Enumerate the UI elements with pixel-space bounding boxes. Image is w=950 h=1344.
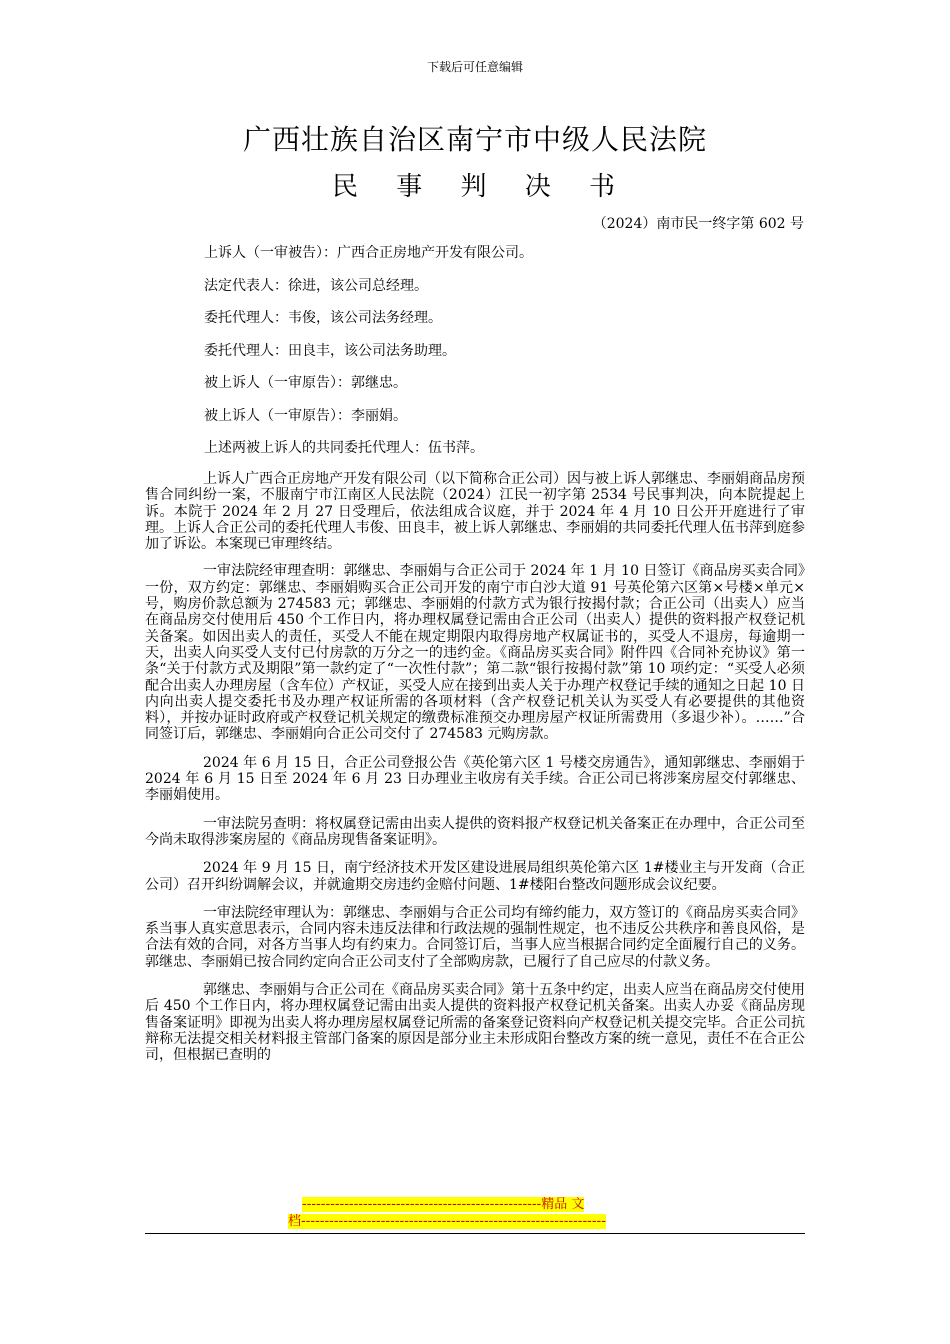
- party-legal-rep: 法定代表人：徐进，该公司总经理。: [204, 277, 428, 294]
- footer-mark-line-2: 档-----------------------------------------------------------------: [288, 1214, 606, 1229]
- case-number: （2024）南市民一终字第 602 号: [592, 216, 804, 232]
- download-note: 下载后可任意编辑: [426, 60, 523, 74]
- party-appellee-1: 被上诉人（一审原告）：郭继忠。: [204, 375, 407, 391]
- party-joint-agent: 上述两被上诉人的共同委托代理人：伍书萍。: [204, 440, 484, 456]
- party-agent-1: 委托代理人：韦俊，该公司法务经理。: [204, 310, 442, 326]
- court-name: 广西壮族自治区南宁市中级人民法院: [242, 123, 707, 156]
- judgment-body: [145, 471, 805, 1064]
- page-bottom-rule: [145, 1233, 805, 1234]
- document-type: 民 事 判 决 书: [331, 172, 631, 202]
- paragraph-first-instance-reasoning: 一审法院经审理认为：郭继忠、李丽娟与合正公司均有缔约能力，双方签订的《商品房买卖合同》系当事人真实意思表示，合同内容未违反法律和行政法规的强制性规定，也不违反公共秩序和善良风俗，是合法有效的合同，对各方当事人均有约束力。合同签订后，当事人应当根据合同约定全面履行自己的义务。郭继忠、李丽娟已按合同约定向合正公司支付了全部购房款，已履行了自己应尽的付款义务。: [145, 904, 805, 970]
- party-appellee-2: 被上诉人（一审原告）：李丽娟。: [204, 407, 407, 424]
- party-appellant: 上诉人（一审被告）：广西合正房地产开发有限公司。: [204, 245, 533, 261]
- paragraph-first-instance-facts: 一审法院经审理查明：郭继忠、李丽娟与合正公司于 2024 年 1 月 10 日签订《商品房买卖合同》一份，双方约定：郭继忠、李丽娟购买合正公司开发的南宁市白沙大道 91 号英伦第六区第×号楼×单元×号，购房价款总额为 274583 元；郭继忠、李丽娟的付款方式为银行按揭付款；合正公司（出卖人）应当在商品房交付使用后 450 个工作日内，将办理权属登记需由合正公司（出卖人）提供的资料报产权登记机关备案。如因出卖人的责任，买受人不能在规定期限内取得房地产权属证书的，买受人不退房，每逾期一天，出卖人向买受人支付已付房款的万分之一的违约金。《商品房买卖合同》附件四《合同补充协议》第一条“关于付款方式及期限”第一款约定了“一次性付款”；第二款“银行按揭付款”第 10 项约定：“买受人必须配合出卖人办理房屋（含车位）产权证，买受人应在接到出卖人关于办理产权登记手续的通知之日起 10 日内向出卖人提交委托书及办理产权证所需的各项材料（含产权登记机关认为买受人有必要提供的其他资料），并按办证时政府或产权登记机关规定的缴费标准预交办理房屋产权证所需费用（多退少补）。……”合同签订后，郭继忠、李丽娟向合正公司交付了 274583 元购房款。: [145, 563, 805, 743]
- party-agent-2: 委托代理人：田良丰，该公司法务助理。: [204, 342, 456, 359]
- paragraph-handover-notice: 2024 年 6 月 15 日，合正公司登报公告《英伦第六区 1 号楼交房通告》，通知郭继忠、李丽娟于 2024 年 6 月 15 日至 2024 年 6 月 23 日办理业主收房有关手续。合正公司已将涉案房屋交付郭继忠、李丽娟使用。: [145, 754, 805, 804]
- footer-mark-line-1: ---------------------------------------------------精品 文: [302, 1197, 585, 1212]
- paragraph-contract-clause: 郭继忠、李丽娟与合正公司在《商品房买卖合同》第十五条中约定，出卖人应当在商品房交付使用后 450 个工作日内，将办理权属登记需由出卖人提供的资料报产权登记机关备案。出卖人办妥《商品房现售备案证明》即视为出卖人将办理房屋权属登记所需的备案登记资料向产权登记机关提交完毕。合正公司抗辩称无法提交相关材料报主管部门备案的原因是部分业主未形成阳台整改方案的统一意见，责任不在合正公司，但根据已查明的: [145, 982, 805, 1064]
- paragraph-case-intro: 上诉人广西合正房地产开发有限公司（以下简称合正公司）因与被上诉人郭继忠、李丽娟商品房预售合同纠纷一案，不服南宁市江南区人民法院（2024）江民一初字第 2534 号民事判决，向本院提起上诉。本院于 2024 年 2 月 27 日受理后，依法组成合议庭，并于 2024 年 4 月 10 日公开开庭进行了审理。上诉人合正公司的委托代理人韦俊、田良丰，被上诉人郭继忠、李丽娟的共同委托代理人伍书萍到庭参加了诉讼。本案现已审理终结。: [145, 471, 805, 553]
- party-list: [204, 243, 804, 471]
- paragraph-further-facts: 一审法院另查明：将权属登记需由出卖人提供的资料报产权登记机关备案正在办理中，合正公司至今尚未取得涉案房屋的《商品房现售备案证明》。: [145, 815, 805, 848]
- paragraph-mediation-meeting: 2024 年 9 月 15 日，南宁经济技术开发区建设进展局组织英伦第六区 1#楼业主与开发商（合正公司）召开纠纷调解会议，并就逾期交房违约金赔付问题、1#楼阳台整改问题形成会议纪要。: [145, 860, 805, 893]
- watermark-footer: [288, 1196, 663, 1230]
